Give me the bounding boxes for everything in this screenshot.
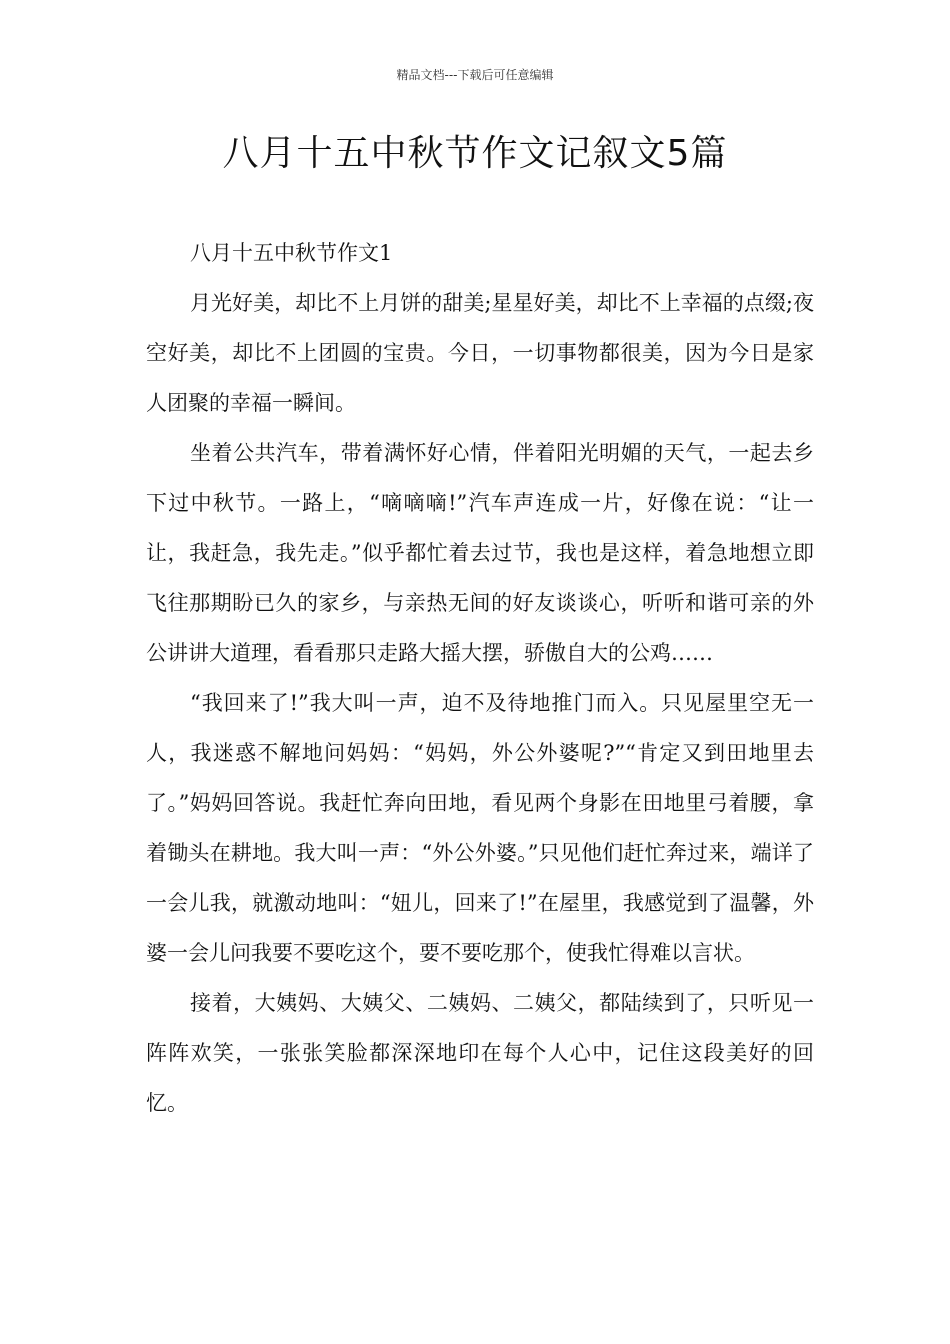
paragraph-4: 接着，大姨妈、大姨父、二姨妈、二姨父，都陆续到了，只听见一阵阵欢笑，一张张笑脸都深深地印在每个人心中，记住这段美好的回忆。 [146, 991, 814, 1115]
paragraph-3: “我回来了!”我大叫一声，迫不及待地推门而入。只见屋里空无一人，我迷惑不解地问妈妈：“妈妈，外公外婆呢?”“肯定又到田地里去了。”妈妈回答说。我赶忙奔向田地，看见两个身影在田地里弓着腰，拿着锄头在耕地。我大叫一声：“外公外婆。”只见他们赶忙奔过来，端详了一会儿我，就激动地叫：“妞儿，回来了!”在屋里，我感觉到了温馨，外婆一会儿问我要不要吃这个，要不要吃那个，使我忙得难以言状。 [146, 691, 814, 965]
header-note: 精品文档---下载后可任意编辑 [396, 68, 554, 82]
paragraph-2: 坐着公共汽车，带着满怀好心情，伴着阳光明媚的天气，一起去乡下过中秋节。一路上，“嘀嘀嘀!”汽车声连成一片，好像在说：“让一让，我赶急，我先走。”似乎都忙着去过节，我也是这样，着急地想立即飞往那期盼已久的家乡，与亲热无间的好友谈谈心，听听和谐可亲的外公讲讲大道理，看看那只走路大摇大摆，骄傲自大的公鸡…… [146, 441, 814, 665]
document-title: 八月十五中秋节作文记叙文5篇 [222, 133, 728, 174]
paragraph-1: 月光好美，却比不上月饼的甜美;星星好美，却比不上幸福的点缀;夜空好美，却比不上团圆的宝贵。今日，一切事物都很美，因为今日是家人团聚的幸福一瞬间。 [146, 291, 814, 415]
article-body [146, 228, 814, 1128]
section-heading: 八月十五中秋节作文1 [190, 241, 393, 265]
